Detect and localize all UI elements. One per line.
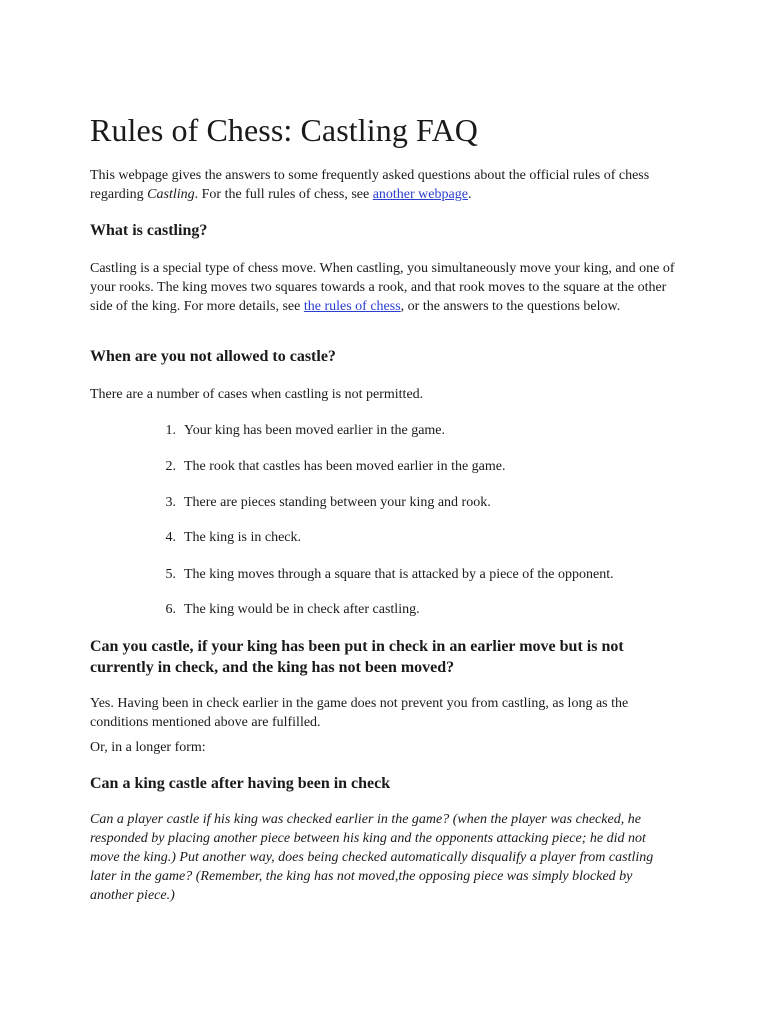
- longer-form-text: Or, in a longer form:: [90, 740, 206, 755]
- list-item-number: 1.: [165, 423, 176, 438]
- king-castle-heading: Can a king castle after having been in check: [90, 775, 391, 792]
- list-item-text: There are pieces standing between your king and rook.: [184, 495, 491, 510]
- list-item: [152, 421, 445, 440]
- rules-of-chess-link[interactable]: the rules of chess: [303, 299, 401, 314]
- list-item: [152, 528, 301, 547]
- what-is-castling-section: [90, 220, 690, 241]
- list-item-text: The king is in check.: [184, 530, 302, 545]
- not-allowed-body: [90, 385, 690, 404]
- intro-end: .: [467, 187, 472, 202]
- list-item-text: Your king has been moved earlier in the game.: [184, 423, 446, 438]
- list-item-number: 5.: [165, 567, 176, 582]
- longer-form-body: [90, 738, 690, 757]
- page-title: Rules of Chess: Castling FAQ: [90, 112, 479, 148]
- another-webpage-link[interactable]: another webpage: [372, 187, 468, 202]
- castling-description: Castling is a special type of chess move. When castling, you simultaneously move your king, and one of your rooks. The king moves two squares towards a rook, and that rook moves to the square at the other side of the king. For more details, see: [90, 261, 675, 314]
- what-is-castling-paragraph: [90, 259, 690, 316]
- what-is-castling-heading: What is castling?: [90, 222, 208, 239]
- check-earlier-answer: Yes. Having been in check earlier in the game does not prevent you from castling, as long as the conditions mentioned above are fulfilled.: [90, 696, 629, 730]
- list-item-text: The rook that castles has been moved earlier in the game.: [184, 459, 506, 474]
- list-item: [152, 457, 506, 476]
- list-item: [152, 600, 420, 619]
- intro-section: [90, 166, 690, 204]
- intro-paragraph: [90, 166, 690, 204]
- not-allowed-paragraph: There are a number of cases when castling is not permitted.: [90, 387, 424, 402]
- list-item-number: 2.: [165, 459, 176, 474]
- list-item-number: 3.: [165, 495, 176, 510]
- king-castle-body: [90, 810, 675, 905]
- list-item-text: The king moves through a square that is attacked by a piece of the opponent.: [184, 567, 614, 582]
- check-earlier-heading: Can you castle, if your king has been put in check in an earlier move but is not currently in check, and the king has not been moved?: [90, 638, 624, 676]
- check-earlier-body: [90, 694, 690, 732]
- not-allowed-heading: When are you not allowed to castle?: [90, 348, 336, 365]
- king-castle-section: [90, 773, 690, 794]
- king-castle-question: Can a player castle if his king was checked earlier in the game? (when the player was checked, he responded by placing another piece between his king and the opponents attacking piece; he did not move the king.) Put another way, does being checked automatically disqualify a player from castling later in the game? (Remember, the king has not moved,the opposing piece was simply blocked by another piece.): [90, 812, 654, 903]
- intro-emphasis: Castling: [147, 187, 195, 202]
- not-allowed-section: [90, 346, 690, 367]
- check-earlier-section: [90, 636, 680, 678]
- intro-text: This webpage gives the answers to some frequently asked questions about the official rules of chess regarding: [90, 168, 650, 202]
- what-is-castling-body: [90, 259, 690, 316]
- list-item-text: The king would be in check after castling.: [184, 602, 420, 617]
- intro-text-2: . For the full rules of chess, see: [194, 187, 373, 202]
- list-item-number: 6.: [165, 602, 176, 617]
- list-item-number: 4.: [165, 530, 176, 545]
- castling-description-end: , or the answers to the questions below.: [400, 299, 621, 314]
- list-item: [152, 493, 491, 512]
- list-item: [152, 565, 614, 584]
